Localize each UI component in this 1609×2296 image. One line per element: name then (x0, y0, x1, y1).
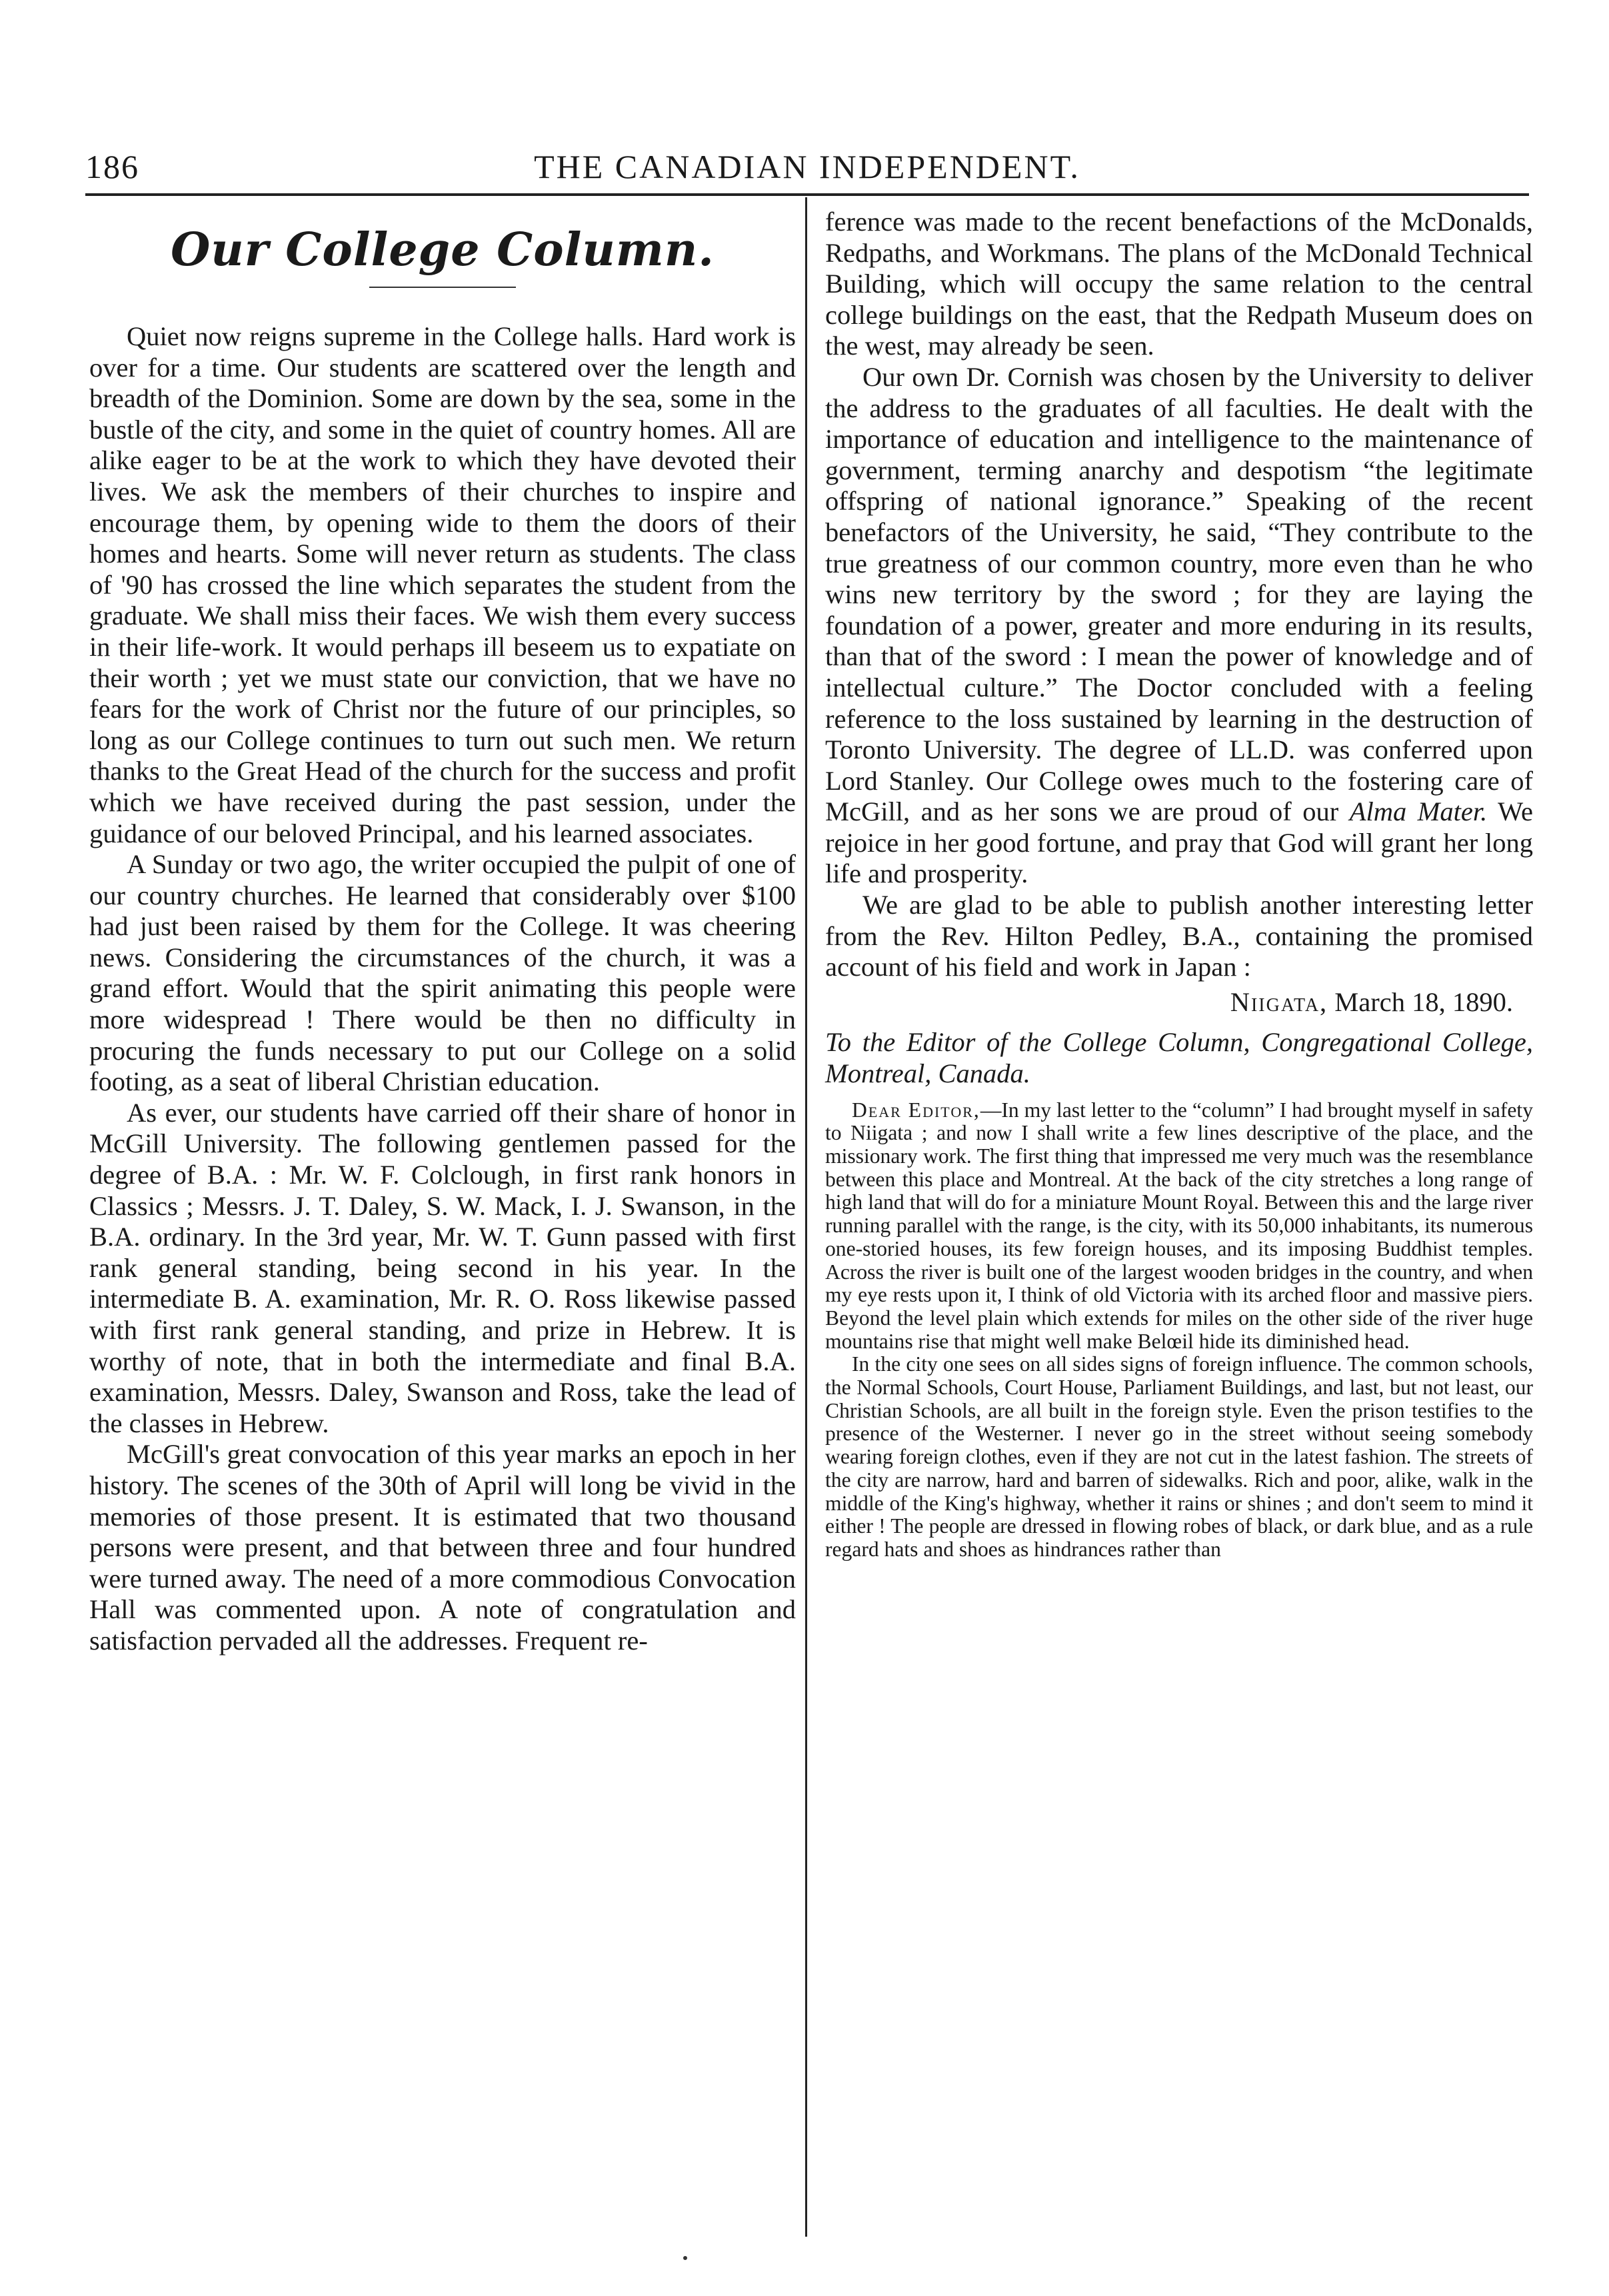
paragraph-text: Our own Dr. Cornish was chosen by the University to deliver the address to the graduates of all faculties. He dealt with the importance of education and intelligence to the maintenance of government, terming anarchy and despotism “the legitimate offspring of national ignorance.” Speaking of the recent benefactors of the University, he said, “They contribute to the true greatness of our common country, more even than he who wins new territory by the sword ; for they are laying the foundation of a power, greater and more enduring in its results, than that of the sword : I mean the power of knowledge and of intellectual culture.” The Doctor concluded with a feeling reference to the loss sustained by learning in the destruction of Toronto University. The degree of LL.D. was conferred upon Lord Stanley. Our College owes much to the fostering care of McGill, and as her sons we are proud of our (825, 361, 1533, 827)
column-divider (805, 197, 807, 2237)
letter-paragraph: In the city one sees on all sides signs of foreign influence. The common schools, the Normal Schools, Court House, Parliament Buildings, and last, but not least, our Christian Schools, are all built in the foreign style. Even the prison testifies to the presence of the Westerner. I never go in the street without seeing somebody wearing foreign clothes, even if they are not cut in the latest fashion. The streets of the city are narrow, hard and barren of sidewalks. Rich and poor, alike, walk in the middle of the King's highway, whether it rains or shines ; and don't seem to mind it either ! The people are dressed in flowing robes of black, or dark blue, and as a rule regard hats and shoes as hindrances rather than (825, 1352, 1533, 1561)
paragraph-text: We rejoice in her good fortune, and pray that God will grant her long life and prosperity. (825, 796, 1533, 889)
dateline (825, 987, 1513, 1018)
header-rule (85, 193, 1529, 196)
column-title: Our College Column. (171, 223, 715, 277)
paragraph: As ever, our students have carried off their share of honor in McGill University. The following gentlemen passed for the degree of B.A. : Mr. W. F. Colclough, in first rank honors in Classics ; Messrs. J. T. Daley, S. W. Mack, I. J. Swanson, in the B.A. ordinary. In the 3rd year, Mr. W. T. Gunn passed with first rank general standing, being second in his year. In the intermediate B. A. examination, Mr. R. O. Ross likewise passed with first rank general standing, and prize in Hebrew. It is worthy of note, that in both the intermediate and final B.A. examination, Messrs. Daley, Swanson and Ross, take the lead of the classes in Hebrew. (89, 1097, 796, 1438)
dateline-date: March 18, 1890. (1334, 986, 1513, 1017)
paragraph: McGill's great convocation of this year marks an epoch in her history. The scenes of the 30th of April will long be vivid in the memories of those present. It is estimated that two thousand persons were present, and that between three and four hundred were turned away. The need of a more commodious Convocation Hall was commented upon. A note of congratulation and satisfaction pervaded all the addresses. Frequent re- (89, 1439, 796, 1656)
dateline-place: Niigata, (1230, 986, 1328, 1017)
left-column (89, 197, 796, 1657)
title-rule (369, 287, 516, 288)
paragraph: ference was made to the recent benefactions of the McDonalds, Redpaths, and Workmans. The plans of the McDonald Technical Building, which will occupy the same relation to the central college buildings on the east, that the Redpath Museum does on the west, may already be seen. (825, 207, 1533, 361)
page-mark (683, 2256, 687, 2260)
page-header (85, 145, 1529, 188)
letter-address: To the Editor of the College Column, Congregational College, Montreal, Canada. (825, 1027, 1533, 1089)
paragraph (825, 362, 1533, 890)
paragraph: Quiet now reigns supreme in the College halls. Hard work is over for a time. Our students are scattered over the length and breadth of the Dominion. Some are down by the sea, some in the bustle of the city, and some in the quiet of country homes. All are alike eager to be at the work to which they have devoted their lives. We ask the members of their churches to inspire and encourage them, by opening wide to them the doors of their homes and hearts. Some will never return as students. The class of '90 has crossed the line which separates the student from the graduate. We shall miss their faces. We wish them every success in their life-work. It would perhaps ill beseem us to expatiate on their worth ; yet we must state our conviction, that we have no fears for the work of Christ nor the future of our principles, so long as our College continues to turn out such men. We return thanks to the Great Head of the church for the success and profit which we have received during the past session, under the guidance of our beloved Principal, and his learned associates. (89, 321, 796, 848)
running-title: THE CANADIAN INDEPENDENT. (534, 148, 1080, 185)
alma-mater-phrase: Alma Mater. (1349, 796, 1488, 827)
letter-body (825, 1099, 1533, 1562)
letter-paragraph (825, 1099, 1533, 1354)
salutation: Dear Editor, (852, 1098, 980, 1122)
right-column (825, 207, 1533, 1562)
letter-text: —In my last letter to the “column” I had brought myself in safety to Niigata ; and now I shall write a few lines descriptive of the place, and the missionary work. The first thing that impressed me very much was the resemblance between this place and Montreal. At the back of the city stretches a long range of high land that will do for a miniature Mount Royal. Between this and the large river running parallel with the range, is the city, with its 50,000 inhabitants, its numerous one-storied houses, its few foreign houses, and its imposing Buddhist temples. Across the river is built one of the largest wooden bridges in the country, and when my eye rests upon it, I think of old Victoria with its arched floor and massive piers. Beyond the level plain which extends for miles on the other side of the river huge mountains rise that might well make Belœil hide its diminished head. (825, 1098, 1533, 1353)
paragraph: We are glad to be able to publish another interesting letter from the Rev. Hilton Pedley, B.A., containing the promised account of his field and work in Japan : (825, 890, 1533, 982)
page-number: 186 (85, 148, 139, 185)
paragraph: A Sunday or two ago, the writer occupied the pulpit of one of our country churches. He learned that considerably over $100 had just been raised by them for the College. It was cheering news. Considering the circumstances of the church, it was a grand effort. Would that the spirit animating this people were more widespread ! There would be then no difficulty in procuring the funds necessary to put our College on a solid footing, as a seat of liberal Christian education. (89, 849, 796, 1097)
